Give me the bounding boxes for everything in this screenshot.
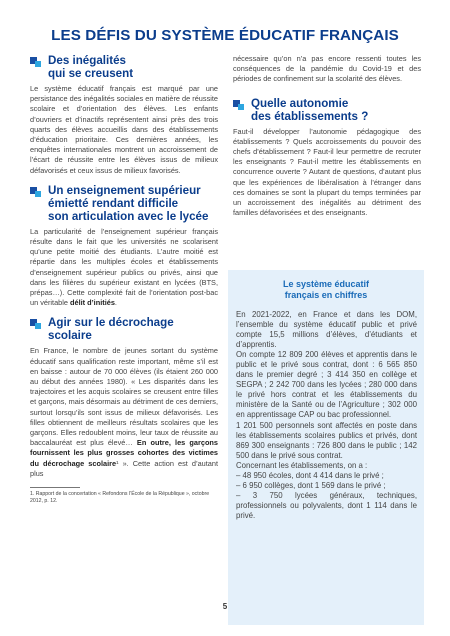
heading-line: scolaire (48, 329, 92, 343)
section-paragraph (30, 227, 218, 309)
section-paragraph: Le système éducatif français est marqué par une persistance des inégalités sociales en matière de réussite scolaire et d’orientation des élèves. Les enfants d’ouvriers et d’inactifs représentent ainsi près des trois quarts des élèves accueillis dans des établissements d’éducation prioritaire. Ces dernières années, les enquêtes internationales montrent un accroissement de l’écart de réussite entre les élèves issus de milieux défavorisés et ceux issus de milieux favorisés. (30, 84, 218, 175)
box-title-line: Le système éducatif (282, 279, 370, 289)
heading-text (251, 97, 421, 123)
square-bullet-icon (30, 319, 42, 329)
page-title: LES DÉFIS DU SYSTÈME ÉDUCATIF FRANÇAIS (51, 27, 399, 44)
box-paragraph: En 2021-2022, en France et dans les DOM, l’ensemble du système éducatif public et privé compte 15,5 millions d’élèves, d’étudiants et d’apprentis. (236, 310, 417, 350)
paragraph-bold: délit d’initiés (70, 298, 115, 308)
section-paragraph: Faut-il développer l’autonomie pédagogique des établissements ? Quels accroissements du pouvoir des chefs d’établissement ? Faut-il leur permettre de recruter les enseignants ? Faut-il mettre les établissements en concurrence ouverte ? Autant de questions, d’autant plus que les expériences de libéralisation à l’étranger dans ces domaines se sont la plupart du temps terminées par un accroissement des inégalités au détriment des familles défavorisées et des enseignants. (233, 126, 421, 218)
box-title-line: français en chiffres (284, 290, 368, 300)
square-bullet-icon (233, 100, 245, 110)
heading-line: Agir sur le décrochage (48, 316, 174, 330)
heading-text (48, 184, 218, 223)
list-item: – 48 950 écoles, dont 4 414 dans le privé ; (236, 470, 384, 480)
page-number: 5 (222, 602, 228, 611)
footnote-divider (30, 487, 80, 488)
right-column (233, 54, 421, 218)
paragraph-text: La particularité de l’enseignement supérieur français résulte dans le fait que les universités ne scolarisent qu’une petite moitié des étudiants. L’autre moitié est répartie dans les multiples écoles et établissements d’enseignement supérieur publics ou privés, ainsi que dans les filières du supérieur existant en lycées (BTS, prépas…). Cette complexité fait de l’orientation post-bac un véritable (30, 226, 218, 308)
box-paragraph: On compte 12 809 200 élèves et apprentis dans le public et le privé sous contrat, dont : 6 565 850 dans le premier degré ; 3 414 350 en collège et SEGPA ; 2 242 700 dans les lycées ; 280 000 dans le privé hors contrat et les établissements du ministère de la Santé ou de l’Agriculture ; 302 000 en apprentissage CAP ou bac professionnel. (236, 350, 417, 420)
heading-line: Des inégalités (48, 54, 126, 67)
box-list (236, 471, 417, 521)
square-bullet-icon (30, 187, 42, 197)
heading-text (48, 316, 218, 342)
section-heading (30, 184, 218, 223)
section-heading (30, 54, 218, 80)
heading-line: son articulation avec le lycée (48, 209, 209, 223)
paragraph-end: . (114, 298, 117, 308)
stats-box (228, 270, 424, 625)
left-column (30, 54, 218, 505)
list-item: – 3 750 lycées généraux, techniques, professionnels ou polyvalents, dont 1 114 dans le privé. (236, 490, 417, 520)
section-paragraph (30, 346, 218, 479)
heading-line: Un enseignement supérieur (48, 183, 201, 197)
section-heading (30, 316, 218, 342)
box-body (236, 310, 417, 521)
box-paragraph: Concernant les établissements, on a : (236, 460, 368, 470)
section-heading (233, 97, 421, 123)
heading-line: qui se creusent (48, 67, 134, 80)
paragraph-end: ¹ ». Cette action est d’autant plus (30, 458, 218, 478)
list-item: – 6 950 collèges, dont 1 569 dans le privé ; (236, 480, 386, 490)
heading-line: émietté rendant difficile (48, 196, 179, 210)
continuation-paragraph: nécessaire qu’on n’a pas encore ressenti toutes les conséquences de la pandémie du Covid-19 et des périodes de confinement sur la scolarité des élèves. (233, 54, 421, 84)
paragraph-text: En France, le nombre de jeunes sortant du système éducatif sans qualification reste important, même s’il est en baisse : autour de 70 000 élèves (ils étaient 260 000 au début des années 1980). « Les disparités dans les trajectoires et les acquis scolaires se creusent entre filles et garçons, mais désormais au détriment de ces derniers, surtout lorsqu’ils sont issus de milieux défavorisés. Les filles obtiennent de meilleurs résultats scolaires que les garçons. Elles redoublent moins, leur taux de réussite au baccalauréat est plus élevé… (30, 346, 218, 448)
paragraph-bold: En outre, les garçons fournissent les plus grosses cohortes des victimes du décrochage scolaire (30, 438, 218, 468)
heading-line: des établissements ? (251, 109, 369, 123)
footnote: 1. Rapport de la concertation « Refondons l’École de la République », octobre 2012, p. 12. (30, 491, 210, 505)
box-title (228, 279, 424, 301)
heading-line: Quelle autonomie (251, 96, 349, 110)
heading-text (48, 54, 218, 80)
square-bullet-icon (30, 57, 42, 67)
box-paragraph: 1 201 500 personnels sont affectés en poste dans les établissements scolaires publics et privés, dont 869 300 enseignants : 726 800 dans le public ; 142 500 dans le privé sous contrat. (236, 420, 417, 460)
